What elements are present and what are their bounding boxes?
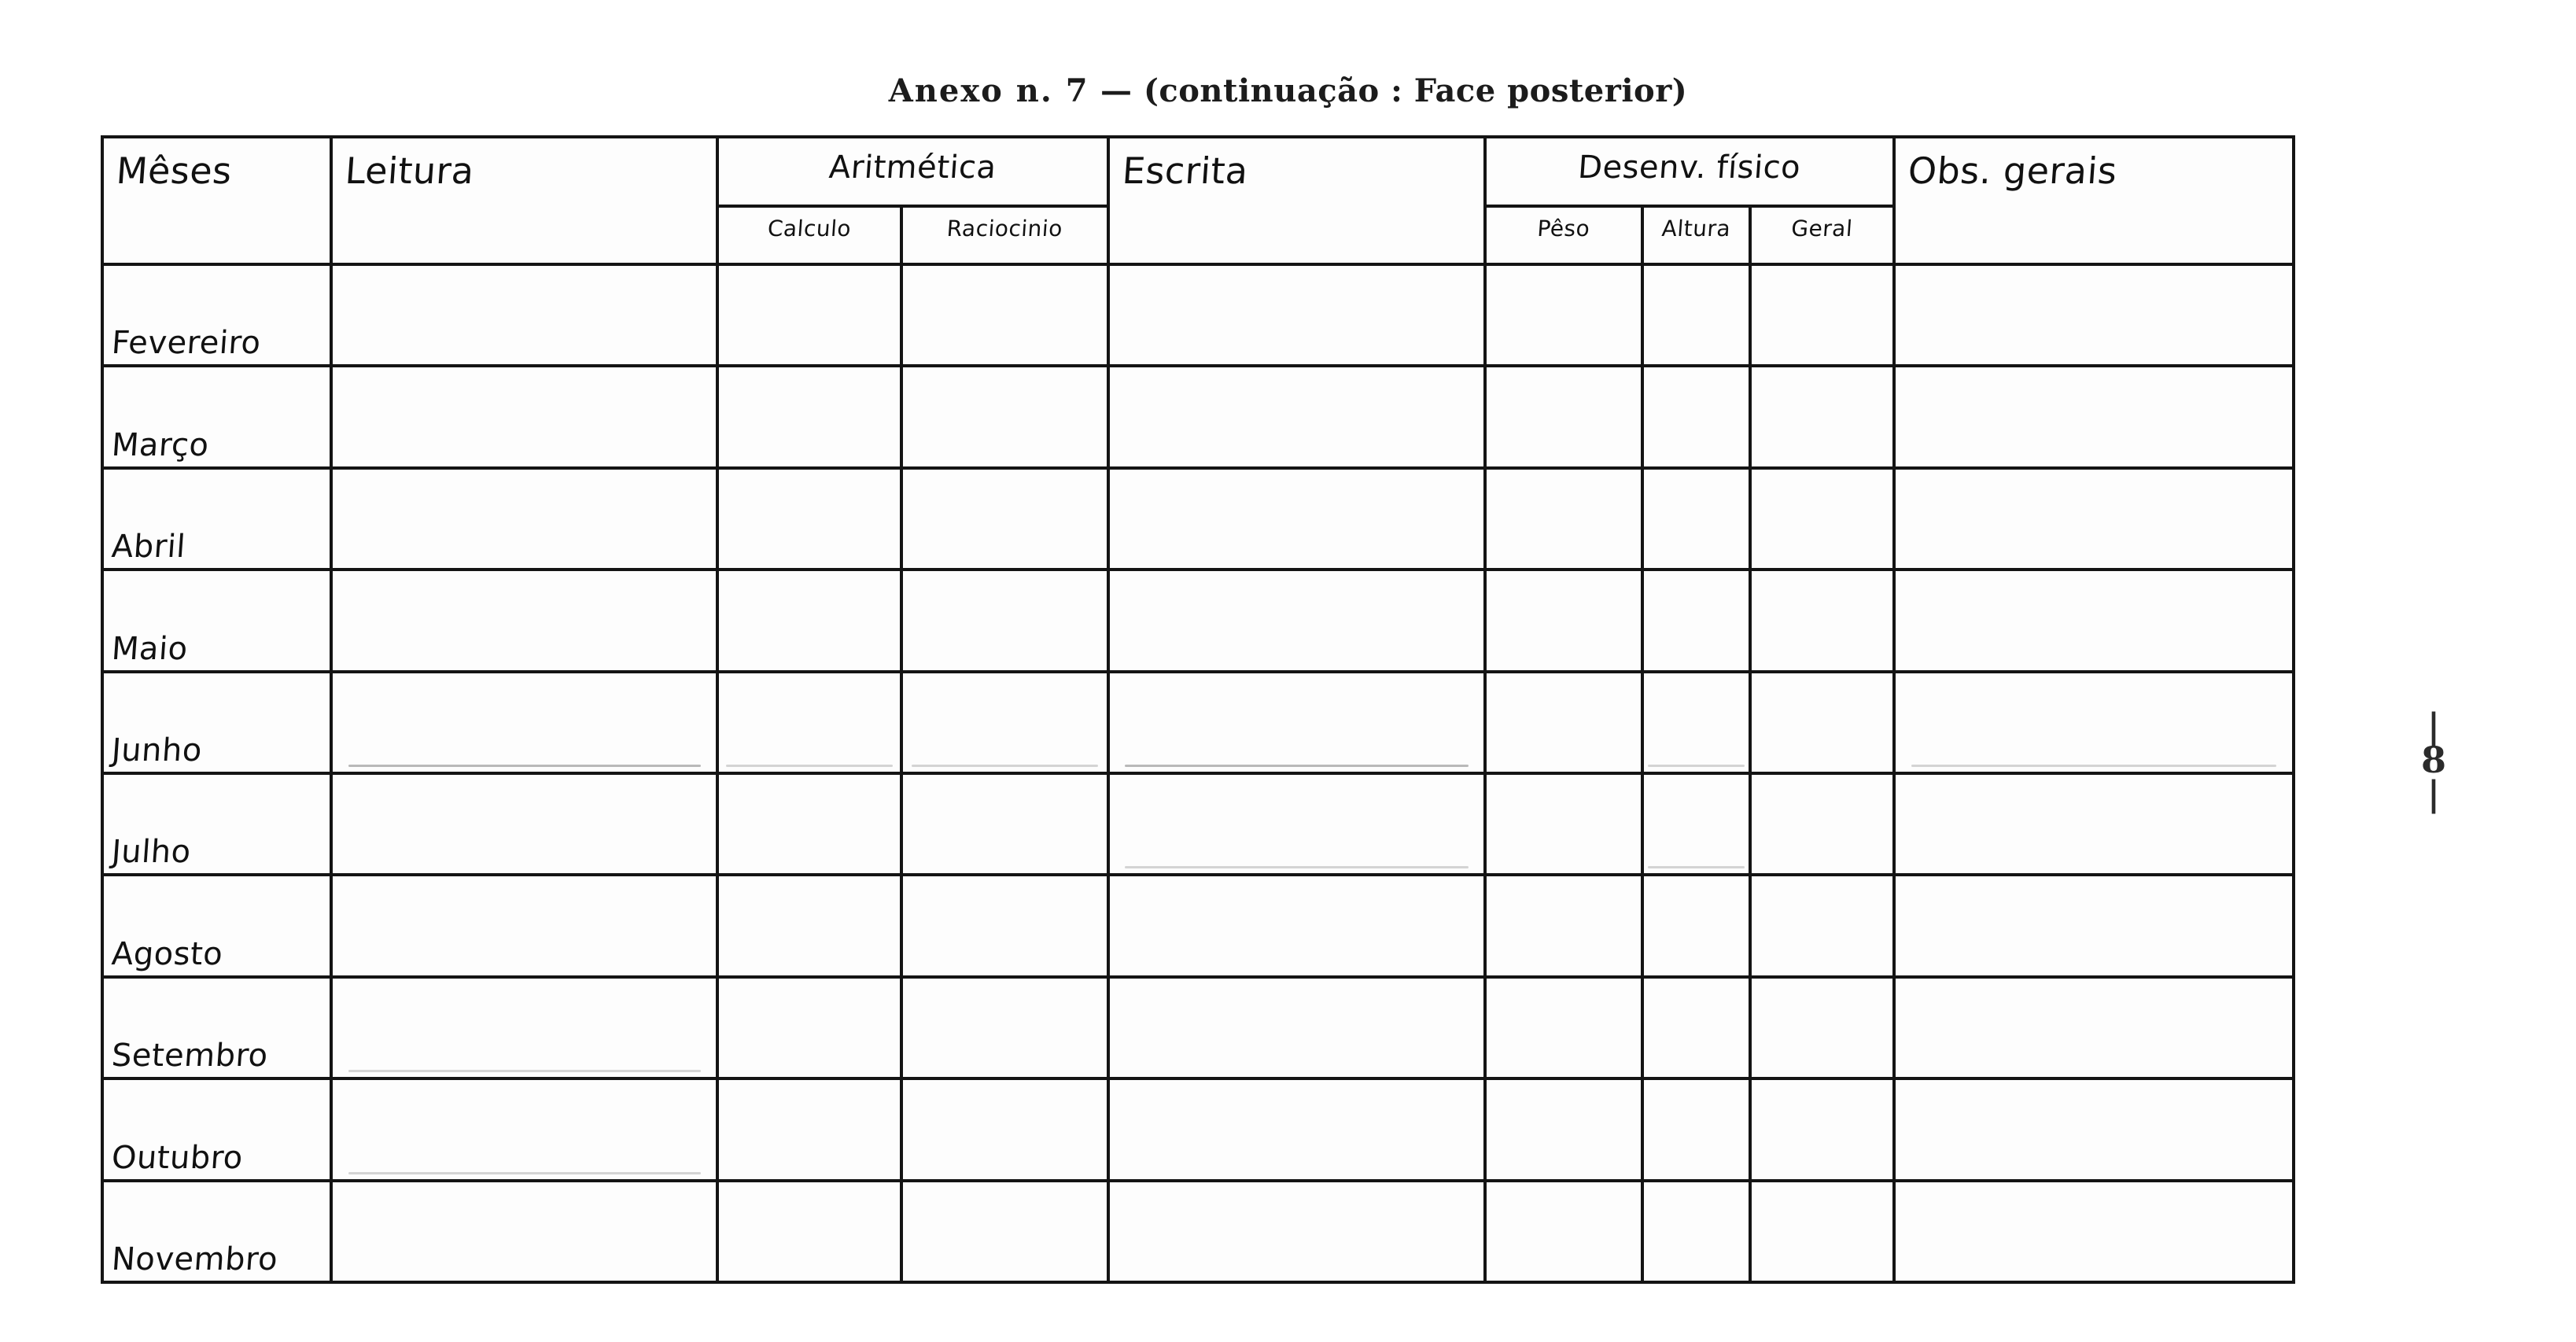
- month-label: Fevereiro: [110, 325, 263, 362]
- page-mark-number: 8: [2420, 739, 2446, 782]
- header-cell-altura: [1642, 206, 1750, 264]
- cell-month: [102, 977, 331, 1078]
- cell-peso[interactable]: [1485, 773, 1642, 875]
- table-row: [102, 977, 2294, 1078]
- caption-continuation-label: (continuação : Face posterior): [1143, 72, 1688, 109]
- cell-month: [102, 1181, 331, 1282]
- cell-escrita[interactable]: [1108, 672, 1486, 773]
- cell-month: [102, 773, 331, 875]
- cell-altura[interactable]: [1642, 570, 1750, 671]
- month-label: Maio: [110, 630, 190, 667]
- cell-altura[interactable]: [1642, 875, 1750, 976]
- cell-calculo[interactable]: [717, 570, 901, 671]
- cell-geral[interactable]: [1750, 570, 1894, 671]
- header-cell-calculo: [717, 206, 901, 264]
- cell-altura[interactable]: [1642, 1181, 1750, 1282]
- header-label-obs-gerais: Obs. gerais: [1906, 149, 2119, 192]
- pencil-smudge: [348, 765, 701, 767]
- cell-geral[interactable]: [1750, 1078, 1894, 1180]
- cell-peso[interactable]: [1485, 977, 1642, 1078]
- cell-altura[interactable]: [1642, 264, 1750, 366]
- cell-leitura[interactable]: [331, 773, 717, 875]
- cell-raciocinio[interactable]: [901, 468, 1108, 570]
- month-label: Junho: [110, 732, 204, 769]
- pencil-smudge: [1648, 765, 1744, 767]
- header-cell-leitura: [331, 137, 717, 264]
- cell-escrita[interactable]: [1108, 468, 1486, 570]
- pencil-smudge: [348, 1070, 701, 1072]
- cell-altura[interactable]: [1642, 977, 1750, 1078]
- table-header-row-primary: [102, 137, 2294, 206]
- figure-caption: [0, 72, 2576, 109]
- table-row: [102, 875, 2294, 976]
- cell-obs[interactable]: [1894, 875, 2294, 976]
- table-row: [102, 264, 2294, 366]
- cell-calculo[interactable]: [717, 468, 901, 570]
- caption-dash: —: [1100, 72, 1133, 109]
- header-label-meses: Mêses: [115, 149, 234, 192]
- cell-peso[interactable]: [1485, 570, 1642, 671]
- cell-altura[interactable]: [1642, 468, 1750, 570]
- header-label-raciocinio: Raciocinio: [945, 216, 1064, 241]
- month-label: Outubro: [110, 1139, 245, 1176]
- month-label: Agosto: [110, 935, 224, 972]
- cell-obs[interactable]: [1894, 468, 2294, 570]
- cell-obs[interactable]: [1894, 570, 2294, 671]
- cell-month: [102, 875, 331, 976]
- pencil-smudge: [348, 1172, 701, 1174]
- cell-peso[interactable]: [1485, 875, 1642, 976]
- cell-geral[interactable]: [1750, 468, 1894, 570]
- header-cell-peso: [1485, 206, 1642, 264]
- table-row: [102, 672, 2294, 773]
- cell-calculo[interactable]: [717, 1181, 901, 1282]
- month-label: Março: [110, 426, 211, 463]
- cell-raciocinio[interactable]: [901, 773, 1108, 875]
- header-cell-obs-gerais: [1894, 137, 2294, 264]
- header-label-escrita: Escrita: [1120, 149, 1250, 192]
- month-label: Setembro: [110, 1038, 270, 1075]
- table-row: [102, 468, 2294, 570]
- header-label-geral: Geral: [1790, 216, 1854, 241]
- cell-leitura[interactable]: [331, 977, 717, 1078]
- header-label-leitura: Leitura: [344, 149, 476, 192]
- cell-leitura[interactable]: [331, 1078, 717, 1180]
- cell-month: [102, 366, 331, 467]
- cell-calculo[interactable]: [717, 875, 901, 976]
- cell-escrita[interactable]: [1108, 875, 1486, 976]
- cell-obs[interactable]: [1894, 264, 2294, 366]
- cell-obs[interactable]: [1894, 672, 2294, 773]
- cell-peso[interactable]: [1485, 1181, 1642, 1282]
- month-label: Novembro: [110, 1241, 279, 1277]
- cell-geral[interactable]: [1750, 366, 1894, 467]
- cell-obs[interactable]: [1894, 366, 2294, 467]
- cell-leitura[interactable]: [331, 468, 717, 570]
- page-number-mark: [2410, 706, 2457, 814]
- header-cell-geral: [1750, 206, 1894, 264]
- header-cell-raciocinio: [901, 206, 1108, 264]
- month-label: Julho: [110, 834, 193, 871]
- cell-altura[interactable]: [1642, 672, 1750, 773]
- header-cell-aritmetica: [717, 137, 1108, 206]
- pencil-smudge: [912, 765, 1099, 767]
- pencil-smudge: [1911, 765, 2276, 767]
- month-label: Abril: [110, 529, 187, 566]
- cell-geral[interactable]: [1750, 875, 1894, 976]
- cell-leitura[interactable]: [331, 366, 717, 467]
- header-cell-escrita: [1108, 137, 1486, 264]
- cell-altura[interactable]: [1642, 773, 1750, 875]
- cell-month: [102, 672, 331, 773]
- cell-month: [102, 264, 331, 366]
- monthly-record-table: [101, 135, 2295, 1284]
- pencil-smudge: [1125, 765, 1469, 767]
- cell-altura[interactable]: [1642, 1078, 1750, 1180]
- cell-peso[interactable]: [1485, 468, 1642, 570]
- cell-calculo[interactable]: [717, 264, 901, 366]
- header-label-aritmetica: Aritmética: [827, 149, 998, 186]
- cell-altura[interactable]: [1642, 366, 1750, 467]
- cell-calculo[interactable]: [717, 773, 901, 875]
- cell-geral[interactable]: [1750, 773, 1894, 875]
- cell-escrita[interactable]: [1108, 773, 1486, 875]
- cell-peso[interactable]: [1485, 366, 1642, 467]
- page-mark-top-dash: |: [2427, 706, 2440, 747]
- cell-obs[interactable]: [1894, 1078, 2294, 1180]
- page-mark-bottom-dash: |: [2427, 773, 2440, 814]
- cell-month: [102, 570, 331, 671]
- table-row: [102, 570, 2294, 671]
- cell-geral[interactable]: [1750, 672, 1894, 773]
- pencil-smudge: [1648, 866, 1744, 868]
- cell-calculo[interactable]: [717, 366, 901, 467]
- header-label-peso: Pêso: [1536, 216, 1591, 241]
- table-row: [102, 1078, 2294, 1180]
- header-cell-desenvolvimento-fisico: [1485, 137, 1894, 206]
- cell-month: [102, 468, 331, 570]
- cell-peso[interactable]: [1485, 1078, 1642, 1180]
- cell-leitura[interactable]: [331, 570, 717, 671]
- pencil-smudge: [726, 765, 893, 767]
- cell-leitura[interactable]: [331, 264, 717, 366]
- cell-escrita[interactable]: [1108, 1181, 1486, 1282]
- cell-raciocinio[interactable]: [901, 264, 1108, 366]
- cell-raciocinio[interactable]: [901, 1078, 1108, 1180]
- cell-raciocinio[interactable]: [901, 1181, 1108, 1282]
- table-row: [102, 773, 2294, 875]
- cell-raciocinio[interactable]: [901, 672, 1108, 773]
- cell-raciocinio[interactable]: [901, 977, 1108, 1078]
- cell-month: [102, 1078, 331, 1180]
- table-row: [102, 366, 2294, 467]
- cell-calculo[interactable]: [717, 1078, 901, 1180]
- header-label-altura: Altura: [1660, 216, 1732, 241]
- cell-leitura[interactable]: [331, 875, 717, 976]
- cell-escrita[interactable]: [1108, 977, 1486, 1078]
- header-label-desenvolvimento-fisico: Desenv. físico: [1577, 149, 1803, 186]
- caption-anexo-label: Anexo n. 7: [888, 72, 1089, 109]
- cell-obs[interactable]: [1894, 1181, 2294, 1282]
- header-label-calculo: Calculo: [766, 216, 853, 241]
- cell-raciocinio[interactable]: [901, 366, 1108, 467]
- cell-leitura[interactable]: [331, 1181, 717, 1282]
- form-table-container: [101, 135, 2295, 1284]
- cell-obs[interactable]: [1894, 977, 2294, 1078]
- cell-raciocinio[interactable]: [901, 570, 1108, 671]
- cell-escrita[interactable]: [1108, 366, 1486, 467]
- cell-geral[interactable]: [1750, 977, 1894, 1078]
- cell-escrita[interactable]: [1108, 570, 1486, 671]
- cell-geral[interactable]: [1750, 264, 1894, 366]
- cell-peso[interactable]: [1485, 672, 1642, 773]
- header-cell-meses: [102, 137, 331, 264]
- cell-geral[interactable]: [1750, 1181, 1894, 1282]
- cell-calculo[interactable]: [717, 977, 901, 1078]
- pencil-smudge: [1125, 866, 1469, 868]
- cell-obs[interactable]: [1894, 773, 2294, 875]
- table-row: [102, 1181, 2294, 1282]
- cell-calculo[interactable]: [717, 672, 901, 773]
- cell-raciocinio[interactable]: [901, 875, 1108, 976]
- cell-leitura[interactable]: [331, 672, 717, 773]
- cell-escrita[interactable]: [1108, 1078, 1486, 1180]
- cell-peso[interactable]: [1485, 264, 1642, 366]
- cell-escrita[interactable]: [1108, 264, 1486, 366]
